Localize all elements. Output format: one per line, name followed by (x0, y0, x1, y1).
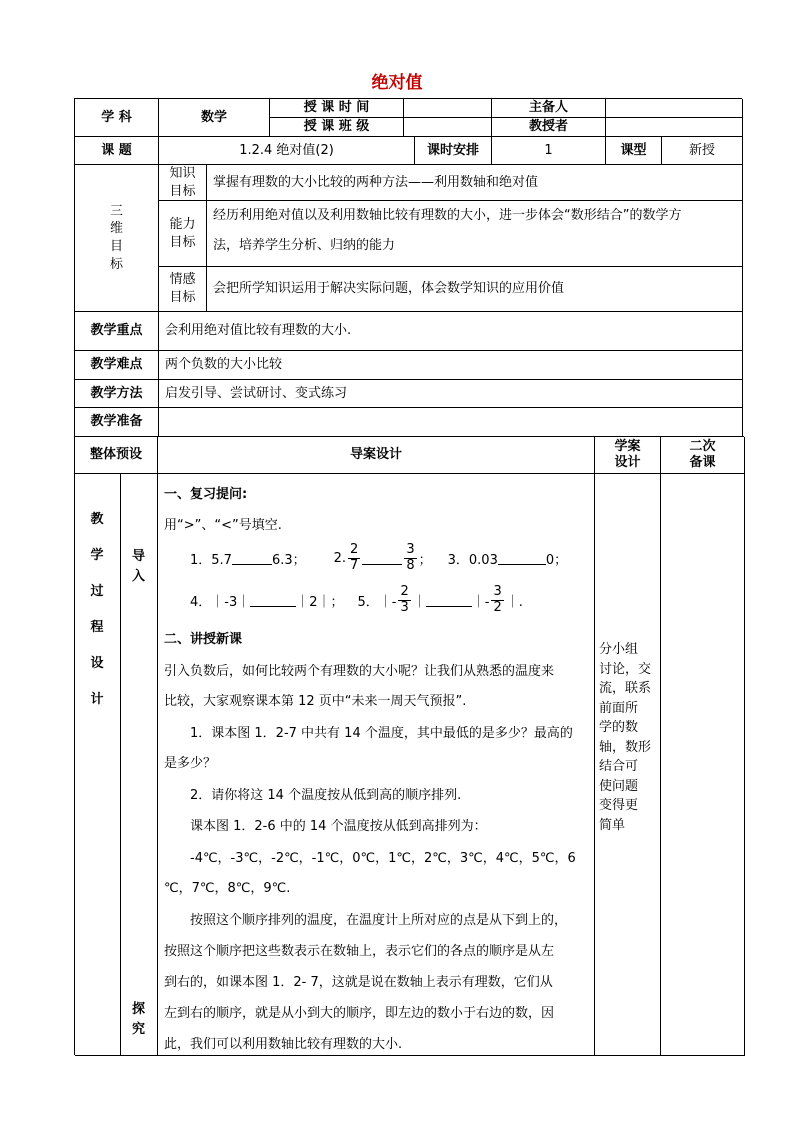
stage-intro: 导 入 (131, 549, 145, 584)
goals-label-char: 标 (109, 256, 123, 272)
ability-goal-text: 经历利用绝对值以及利用数轴比较有理数的大小，进一步体会“数形结合”的数学方 法，培养学生分析、归纳的能力 (207, 201, 743, 267)
knowledge-goal-label: 知识 目标 (159, 165, 207, 201)
knowledge-goal-text: 掌握有理数的大小比较的两种方法——利用数轴和绝对值 (207, 165, 743, 201)
fill-instruction: 用“>”、“<”号填空. (164, 518, 282, 533)
focus-value: 会利用绝对值比较有理数的大小. (159, 312, 743, 351)
hours-value: 1 (492, 137, 606, 165)
document-title: 绝对值 (371, 73, 423, 93)
difficulty-value: 两个负数的大小比较 (159, 351, 743, 380)
answer-blank (232, 552, 272, 565)
study-header: 学案 设计 (595, 437, 661, 474)
topic-value: 1.2.4 绝对值(2) (159, 137, 415, 165)
question-row-2: 4．｜-3｜ ｜2｜； 5．｜- $\frac{2}{3}$ ｜ ｜- $\frac{3}{2}$ ｜. (190, 584, 523, 615)
study-note: 分小组 讨论，交 流，联系 前面所 学的数 轴，数形 结合可 使问题 变得更 简单 (599, 642, 652, 833)
teacher-value (606, 118, 743, 137)
design-header: 导案设计 (158, 437, 595, 474)
emotion-goal-label: 情感 目标 (159, 267, 207, 312)
method-value: 启发引导、尝试研讨、变式练习 (159, 380, 743, 408)
second-cell (661, 474, 745, 1056)
subject-label: 学 科 (75, 99, 159, 137)
paragraph-line: 按照这个顺序把这些数表示在数轴上，表示它们的各点的顺序是从左 (164, 944, 555, 959)
paragraph-line: 到右的，如课本图 1．2- 7，这就是说在数轴上表示有理数，它们从 (164, 975, 553, 990)
paragraph-line: -4℃，-3℃，-2℃，-1℃，0℃，1℃，2℃，3℃，4℃，5℃，6 (190, 851, 576, 866)
teacher-label: 教授者 (492, 118, 606, 137)
type-value: 新授 (662, 137, 743, 165)
method-label: 教学方法 (75, 380, 159, 408)
emotion-goal-text: 会把所学知识运用于解决实际问题，体会数学知识的应用价值 (207, 267, 743, 312)
focus-label: 教学重点 (75, 312, 159, 351)
paragraph-line: 比较，大家观察课本第 12 页中“未来一周天气预报”. (164, 694, 467, 709)
goals-label-char: 三 (109, 203, 123, 219)
difficulty-label: 教学难点 (75, 351, 159, 380)
answer-blank (250, 594, 296, 607)
paragraph-line: 2．请你将这 14 个温度按从低到高的顺序排列. (190, 788, 462, 803)
fraction: $\frac{3}{2}$ (493, 584, 502, 615)
fraction: $\frac{3}{8}$ (406, 542, 415, 573)
answer-blank (426, 594, 472, 607)
type-label: 课型 (606, 137, 662, 165)
goals-label-char: 目 (109, 239, 123, 254)
paragraph-line: 此，我们可以利用数轴比较有理数的大小. (164, 1037, 403, 1052)
paragraph-line: 左到右的顺序，就是从小到大的顺序，即左边的数小于右边的数，因 (164, 1006, 555, 1021)
paragraph-line: 引入负数后，如何比较两个有理数的大小呢？让我们从熟悉的温度来 (164, 664, 555, 679)
paragraph-line: ℃，7℃，8℃，9℃. (164, 881, 291, 896)
goals-label (75, 165, 159, 312)
preparer-label: 主备人 (492, 99, 606, 118)
second-header: 二次 备课 (661, 437, 745, 474)
class-value (404, 118, 492, 137)
prep-value (159, 408, 743, 437)
prep-label: 教学准备 (75, 408, 159, 437)
fraction: $\frac{2}{7}$ (350, 542, 359, 573)
time-label: 授 课 时 间 (270, 99, 404, 118)
section-review-heading: 一、复习提问: (164, 487, 248, 502)
lesson-info-table (74, 98, 742, 436)
hours-label: 课时安排 (415, 137, 492, 165)
paragraph-line: 课本图 1．2-6 中的 14 个温度按从低到高排列为： (190, 819, 487, 834)
topic-label: 课 题 (75, 137, 159, 165)
answer-blank (362, 552, 402, 565)
process-vertical-label: 教 学 过 程 设 计 (90, 512, 104, 707)
overall-header: 整体预设 (75, 437, 158, 474)
paragraph-line: 是多少？ (164, 756, 217, 771)
time-value (404, 99, 492, 118)
stage-explore: 探 究 (131, 1002, 145, 1037)
paragraph-line: 1．课本图 1．2-7 中共有 14 个温度，其中最低的是多少？最高的 (190, 726, 573, 741)
preparer-value (606, 99, 743, 118)
fraction: $\frac{2}{3}$ (400, 584, 409, 615)
paragraph-line: 按照这个顺序排列的温度，在温度计上所对应的点是从下到上的， (190, 913, 568, 928)
ability-goal-label: 能力 目标 (159, 201, 207, 267)
answer-blank (498, 552, 546, 565)
goals-label-char: 维 (109, 221, 123, 237)
class-label: 授 课 班 级 (270, 118, 404, 137)
question-row-1: 1．5.7 6.3； 2. $\frac{2}{7}$ $\frac{3}{8}$ ； 3．0.03 0； (190, 542, 568, 573)
section-new-lesson-heading: 二、讲授新课 (164, 632, 243, 647)
subject-value: 数学 (159, 99, 270, 137)
